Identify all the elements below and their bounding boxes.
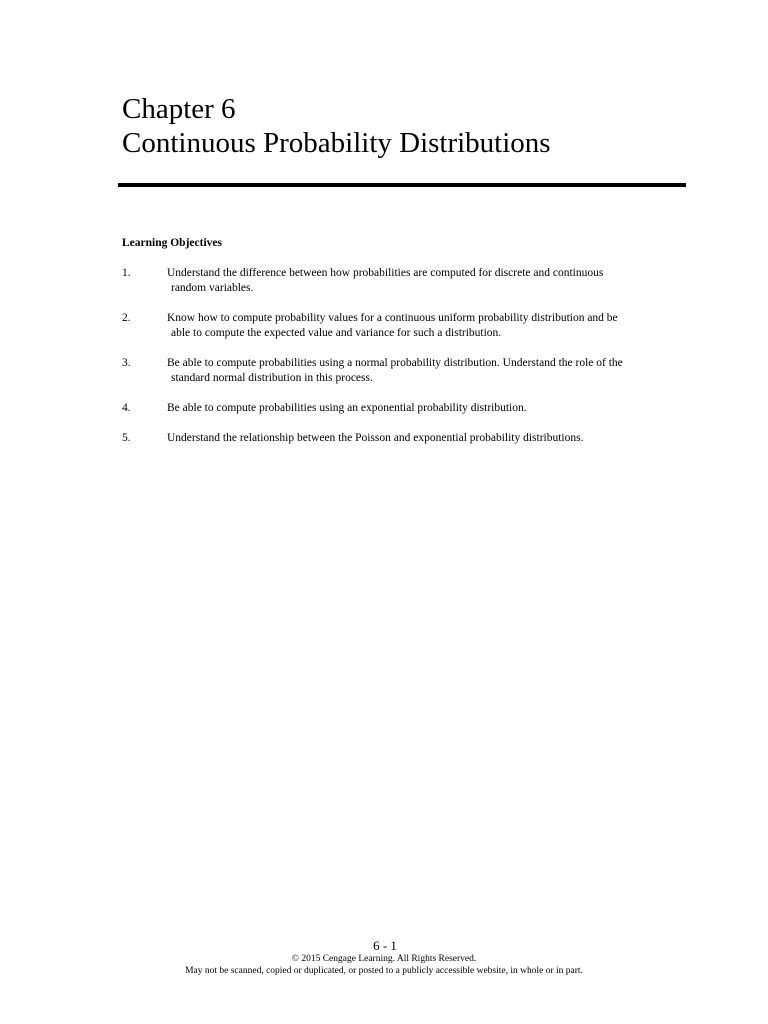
chapter-title: Continuous Probability Distributions [122,127,551,159]
objective-text: standard normal distribution in this process. [171,372,373,384]
objective-text: Understand the relationship between the Poisson and exponential probability distributions. [167,432,584,444]
objective-item-4 [122,401,682,416]
usage-restriction-notice: May not be scanned, copied or duplicated, or posted to a publicly accessible website, in whole or in part. [185,966,583,976]
objective-number: 1. [122,267,131,279]
objective-item-2 [122,311,682,341]
objective-item-1 [122,266,682,296]
objective-number: 2. [122,312,131,324]
objective-number: 3. [122,357,131,369]
learning-objectives-list [122,266,682,461]
objective-text: Be able to compute probabilities using an exponential probability distribution. [167,402,527,414]
objective-text: random variables. [171,282,254,294]
page-footer [0,938,768,977]
chapter-number: Chapter 6 [122,93,236,125]
objective-number: 4. [122,402,131,414]
objective-item-3 [122,356,682,386]
objective-text: able to compute the expected value and variance for such a distribution. [171,327,502,339]
objective-text: Know how to compute probability values for a continuous uniform probability distribution and be [167,312,618,324]
chapter-heading [122,92,551,160]
copyright-notice: © 2015 Cengage Learning. All Rights Reserved. [291,954,477,964]
title-divider [118,183,686,187]
objective-item-5 [122,431,682,446]
objective-text: Be able to compute probabilities using a normal probability distribution. Understand the role of the [167,357,623,369]
objective-text: Understand the difference between how probabilities are computed for discrete and continuous [167,267,604,279]
page-number: 6 - 1 [373,938,397,953]
objective-number: 5. [122,432,131,444]
learning-objectives-heading: Learning Objectives [122,237,222,249]
